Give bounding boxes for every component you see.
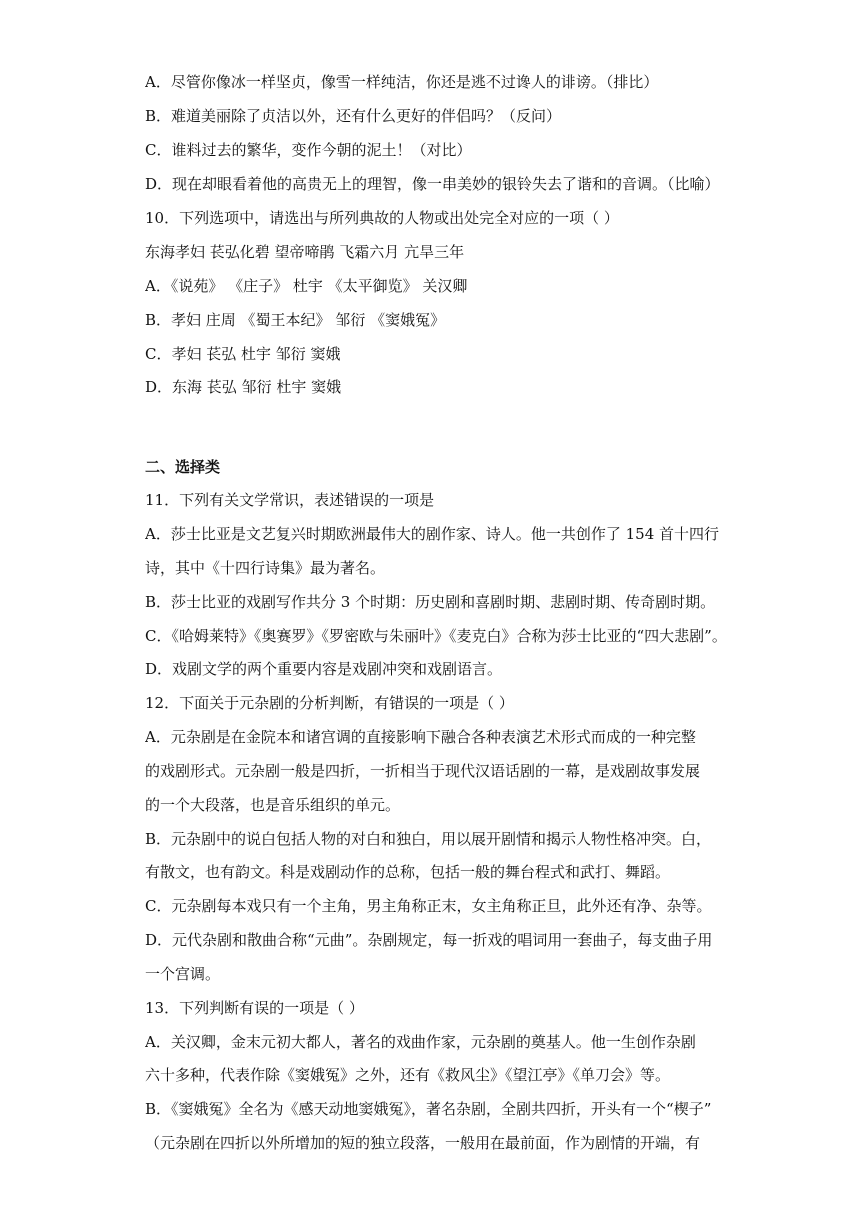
question-stem: 13．下列判断有误的一项是（ ） (145, 999, 364, 1017)
question-stem: 12．下面关于元杂剧的分析判断，有错误的一项是（ ） (145, 694, 514, 712)
option-line: A．关汉卿，金末元初大都人，著名的戏曲作家，元杂剧的奠基人。他一生创作杂剧 (145, 1033, 696, 1051)
option-line: B．孝妇 庄周 《蜀王本纪》 邹衍 《窦娥冤》 (145, 311, 446, 329)
option-line: C．孝妇 苌弘 杜宇 邹衍 窦娥 (145, 345, 341, 363)
option-line: D．元代杂剧和散曲合称“元曲”。杂剧规定，每一折戏的唱词用一套曲子，每支曲子用 (145, 931, 713, 949)
section-heading: 二、选择类 (145, 458, 221, 476)
option-line: D．东海 苌弘 邹衍 杜宇 窦娥 (145, 378, 342, 396)
question-stem: 11．下列有关文学常识，表述错误的一项是 (145, 491, 435, 509)
option-line: A．尽管你像冰一样坚贞，像雪一样纯洁，你还是逃不过谗人的诽谤。（排比） (145, 73, 659, 91)
question-stem: 10．下列选项中，请选出与所列典故的人物或出处完全对应的一项（ ） (145, 209, 619, 227)
option-line: 六十多种，代表作除《窦娥冤》之外，还有《救风尘》《望江亭》《单刀会》等。 (145, 1066, 671, 1084)
option-line: C．谁料过去的繁华，变作今朝的泥土！（对比） (145, 141, 472, 159)
option-line: 一个宫调。 (145, 965, 221, 983)
option-line: B．莎士比亚的戏剧写作共分 3 个时期：历史剧和喜剧时期、悲剧时期、传奇剧时期。 (145, 593, 716, 611)
option-line: C．《哈姆莱特》《奥赛罗》《罗密欧与朱丽叶》《麦克白》合称为莎士比亚的“四大悲剧”。 (145, 627, 727, 645)
option-line: D．戏剧文学的两个重要内容是戏剧冲突和戏剧语言。 (145, 660, 503, 678)
option-line: A．元杂剧是在金院本和诸宫调的直接影响下融合各种表演艺术形式而成的一种完整 (145, 728, 696, 746)
option-line: B．《窦娥冤》全名为《感天动地窦娥冤》，著名杂剧，全剧共四折，开头有一个“楔子” (145, 1100, 712, 1118)
option-line: A．莎士比亚是文艺复兴时期欧洲最伟大的剧作家、诗人。他一共创作了 154 首十四行 (145, 525, 720, 543)
allusion-list: 东海孝妇 苌弘化碧 望帝啼鹃 飞霜六月 亢旱三年 (145, 243, 465, 261)
option-line: D．现在却眼看着他的高贵无上的理智，像一串美妙的银铃失去了谐和的音调。（比喻） (145, 175, 720, 193)
option-line: A．《说苑》 《庄子》 杜宇 《太平御览》 关汉卿 (145, 277, 468, 295)
option-line: B．元杂剧中的说白包括人物的对白和独白，用以展开剧情和揭示人物性格冲突。白， (145, 830, 712, 848)
option-line: 有散文，也有韵文。科是戏剧动作的总称，包括一般的舞台程式和武打、舞蹈。 (145, 863, 671, 881)
option-line: 的一个大段落，也是音乐组织的单元。 (145, 796, 401, 814)
option-line: 诗，其中《十四行诗集》最为著名。 (145, 559, 386, 577)
option-line: 的戏剧形式。元杂剧一般是四折，一折相当于现代汉语话剧的一幕，是戏剧故事发展 (145, 762, 701, 780)
option-line: B．难道美丽除了贞洁以外，还有什么更好的伴侣吗？（反问） (145, 107, 562, 125)
option-line: （元杂剧在四折以外所增加的短的独立段落，一般用在最前面，作为剧情的开端，有 (145, 1134, 701, 1152)
option-line: C．元杂剧每本戏只有一个主角，男主角称正末，女主角称正旦，此外还有净、杂等。 (145, 897, 712, 915)
